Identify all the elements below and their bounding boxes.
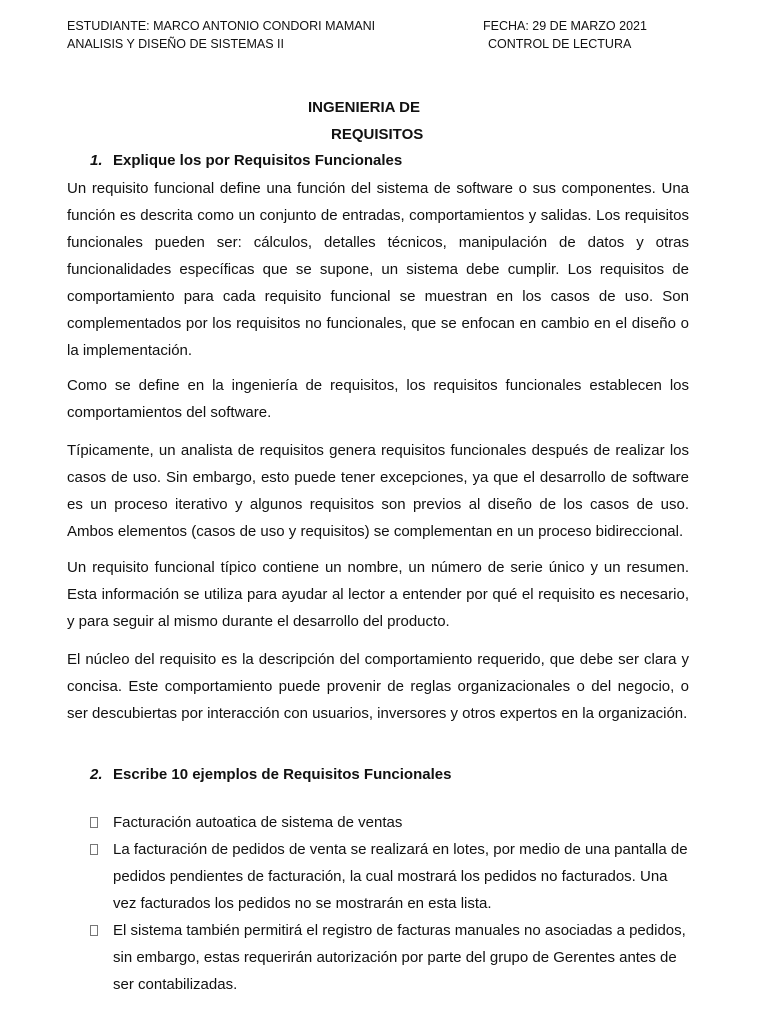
question-2	[90, 766, 451, 783]
question-2-number: 2.	[90, 766, 103, 783]
list-item	[90, 836, 690, 917]
list-item-text: Facturación autoatica de sistema de ventas	[113, 814, 403, 831]
list-item-text: El sistema también permitirá el registro de facturas manuales no asociadas a pedidos, sin embargo, estas requerirán autorización por parte del grupo de Gerentes antes de ser contabilizadas.	[113, 922, 686, 993]
bullet-box-icon	[90, 925, 98, 936]
title-line-1: INGENIERIA DE	[308, 99, 420, 116]
paragraph-4: Un requisito funcional típico contiene un nombre, un número de serie único y un resumen. Esta información se utiliza para ayudar al lector a entender por qué el requisito es necesario, y para seguir al mismo durante el desarrollo del producto.	[67, 559, 689, 630]
question-1-text: Explique los por Requisitos Funcionales	[113, 152, 403, 169]
paragraph-1: Un requisito funcional define una función del sistema de software o sus componentes. Una función es descrita como un conjunto de entradas, comportamientos y salidas. Los requisitos funcionales pueden ser: cálculos, detalles técnicos, manipulación de datos y otras funcionalidades específicas que se supone, un sistema debe cumplir. Los requisitos de comportamiento para cada requisito funcional se muestran en los casos de uso. Son complementados por los requisitos no funcionales, que se enfocan en cambio en el diseño o la implementación.	[67, 180, 689, 359]
bullet-box-icon	[90, 844, 98, 855]
examples-list	[90, 809, 690, 998]
header-student: ESTUDIANTE: MARCO ANTONIO CONDORI MAMANI	[67, 19, 376, 33]
paragraph-2: Como se define en la ingeniería de requisitos, los requisitos funcionales establecen los comportamientos del software.	[67, 377, 689, 421]
paragraph-5: El núcleo del requisito es la descripción del comportamiento requerido, que debe ser clara y concisa. Este comportamiento puede provenir de reglas organizacionales o del negocio, o ser descubiertas por interacción con usuarios, inversores y otros expertos en la organización.	[67, 651, 689, 722]
list-item-text: La facturación de pedidos de venta se realizará en lotes, por medio de una pantalla de pedidos pendientes de facturación, la cual mostrará los pedidos no facturados. Una vez facturados los pedidos no se mostrarán en esta lista.	[113, 841, 688, 912]
title-line-2: REQUISITOS	[331, 126, 424, 143]
header-type: CONTROL DE LECTURA	[488, 37, 632, 51]
paragraph-3: Típicamente, un analista de requisitos genera requisitos funcionales después de realizar los casos de uso. Sin embargo, esto puede tener excepciones, ya que el desarrollo de software es un proceso iterativo y algunos requisitos son previos al diseño de los casos de uso. Ambos elementos (casos de uso y requisitos) se complementan en un proceso bidireccional.	[67, 442, 689, 540]
question-1-number: 1.	[90, 152, 103, 169]
question-2-text: Escribe 10 ejemplos de Requisitos Funcionales	[113, 766, 452, 783]
list-item	[90, 917, 690, 998]
header-date: FECHA: 29 DE MARZO 2021	[483, 19, 647, 33]
header-course: ANALISIS Y DISEÑO DE SISTEMAS II	[67, 37, 284, 51]
bullet-box-icon	[90, 817, 98, 828]
question-1	[90, 152, 402, 169]
list-item	[90, 809, 690, 836]
